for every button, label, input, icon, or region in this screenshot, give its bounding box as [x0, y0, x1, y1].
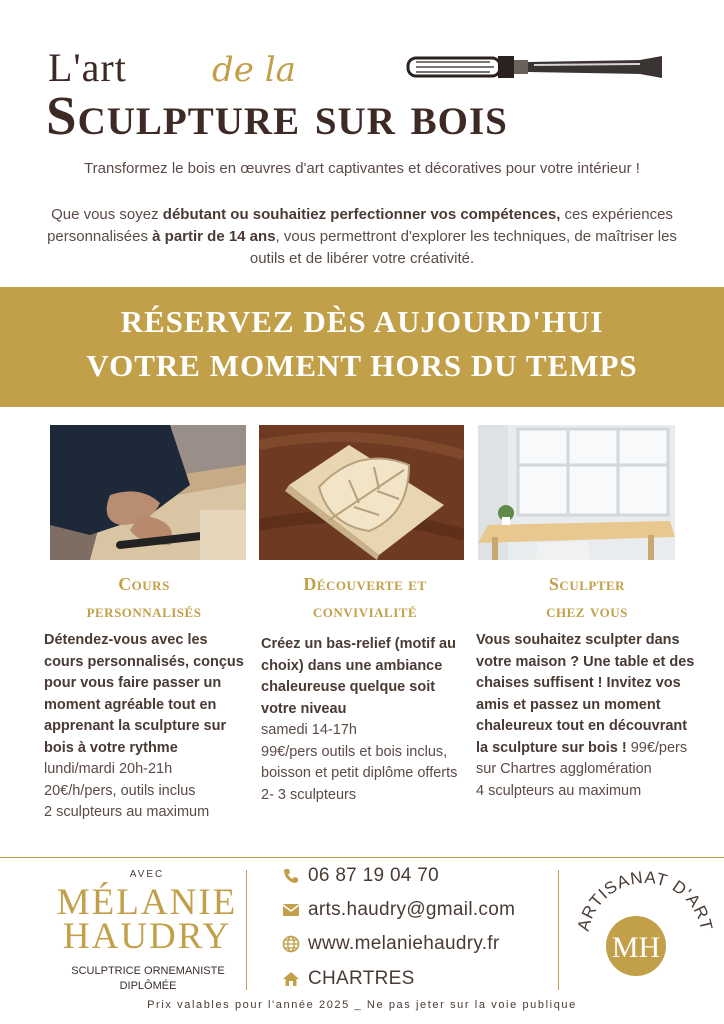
artisanat-seal — [572, 862, 718, 1002]
artist-first-name: MÉLANIE — [56, 882, 238, 923]
intro-text-3: , vous permettront d'explorer les techniques, de maîtriser les outils et de libérer votre créativité. — [249, 228, 677, 267]
column-1-body — [44, 630, 244, 824]
contact-city — [282, 967, 415, 991]
intro-bold-1: débutant ou souhaitiez perfectionner vos compétences, — [162, 206, 561, 223]
column-1-title — [44, 571, 244, 625]
photo-leaf-bas-relief — [259, 425, 464, 560]
artist-last-name: HAUDRY — [62, 916, 232, 957]
monogram-text: MH — [611, 931, 661, 964]
contact-email[interactable] — [282, 898, 515, 922]
phone-icon — [282, 867, 300, 885]
column-3-description: Vous souhaitez sculpter dans votre maison ? Une table et des chaises suffisent ! Invitez vos amis et passez un moment chaleureux tout en découvrant la sculpture sur bois ! — [476, 632, 695, 756]
banner-line-2: VOTRE MOMENT HORS DU TEMPS — [86, 348, 638, 383]
seal-text: ARTISANAT D'ART — [573, 867, 717, 933]
intro-text-2: ces expériences personnalisées — [47, 206, 673, 245]
artist-role-line-1: SCULPTRICE ORNEMANISTE — [71, 965, 225, 977]
title-accent: de la — [212, 50, 296, 90]
column-3-capacity: 4 sculpteurs au maximum — [476, 782, 642, 799]
column-3-title-line-2: chez vous — [546, 601, 628, 621]
column-2-title-line-2: convivialité — [312, 601, 418, 621]
column-1-description: Détendez-vous avec les cours personnalisés, conçus pour vous faire passer un moment agréable tout en apprenant la sculpture sur bois à votre rythme — [44, 632, 244, 756]
column-2-capacity: 2- 3 sculpteurs — [261, 786, 357, 803]
column-2-schedule: samedi 14-17h — [261, 722, 357, 738]
city-name: CHARTRES — [308, 968, 415, 989]
column-2-body — [261, 634, 469, 806]
column-1-title-line-1: Cours — [118, 574, 170, 594]
column-3-price: 99€/pers sur Chartres agglomération — [476, 739, 688, 777]
column-2-description: Créez un bas-relief (motif au choix) dans une ambiance chaleureuse quelque soit votre niveau — [261, 636, 456, 717]
intro-bold-2: à partir de 14 ans — [152, 228, 276, 245]
envelope-icon — [282, 901, 300, 919]
column-3-title — [476, 571, 698, 625]
photo-carving-hands — [50, 425, 246, 560]
subtitle: Transformez le bois en œuvres d'art captivantes et décoratives pour votre intérieur ! — [84, 160, 640, 177]
column-1-capacity: 2 sculpteurs au maximum — [44, 804, 210, 820]
website-url: www.melaniehaudry.fr — [308, 933, 500, 954]
column-2-title-line-1: Découverte et — [303, 574, 427, 594]
column-3-body — [476, 630, 698, 802]
email-address: arts.haudry@gmail.com — [308, 899, 516, 920]
photo-home-table — [478, 425, 675, 560]
contact-phone[interactable] — [282, 864, 439, 888]
globe-icon — [282, 935, 300, 953]
artist-role-line-2: DIPLÔMÉE — [119, 980, 177, 992]
artist-role — [30, 964, 266, 994]
column-1-title-line-2: personnalisés — [86, 601, 202, 621]
column-2-price: 99€/pers outils et bois inclus, boisson et petit diplôme offerts — [261, 743, 458, 781]
contact-website[interactable] — [282, 932, 500, 956]
column-1-price: 20€/h/pers, outils inclus — [44, 782, 196, 799]
footnote: Prix valables pour l'année 2025 _ Ne pas jeter sur la voie publique — [147, 999, 577, 1011]
phone-number: 06 87 19 04 70 — [308, 865, 439, 886]
page-title: Sculpture sur bois — [46, 85, 508, 146]
title-line-1: L'art — [48, 45, 127, 90]
home-icon — [282, 970, 300, 988]
chisel-icon — [404, 46, 666, 86]
footer-avec: AVEC — [129, 869, 165, 880]
intro-paragraph — [40, 204, 684, 270]
column-2-title — [261, 571, 469, 625]
footer-separator-2 — [558, 870, 559, 990]
banner-line-1: RÉSERVEZ DÈS AUJOURD'HUI — [120, 304, 604, 339]
column-1-schedule: lundi/mardi 20h-21h — [44, 761, 173, 777]
footer-divider — [0, 857, 724, 858]
intro-text-1: Que vous soyez — [51, 206, 163, 223]
column-3-title-line-1: Sculpter — [548, 574, 626, 594]
